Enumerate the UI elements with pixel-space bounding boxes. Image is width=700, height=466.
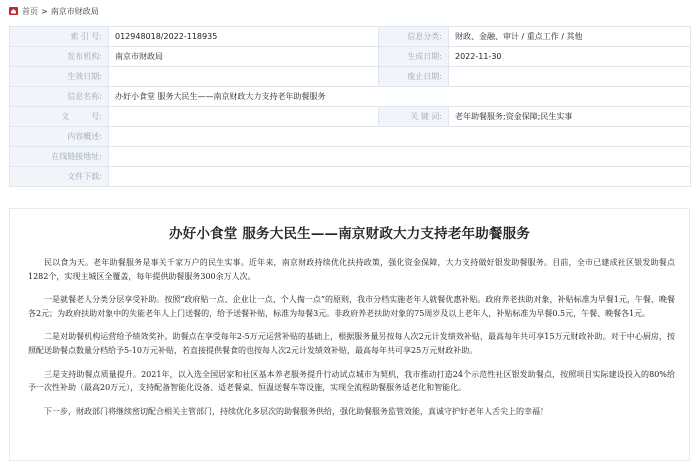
info-name-label: 信息名称:	[10, 87, 109, 107]
summary-label: 内容概述:	[10, 127, 109, 147]
doc-no-label-part-2: 号:	[91, 112, 102, 121]
document-metadata-table	[9, 26, 691, 187]
article-paragraph: 三是支持助餐点质量提升。2021年，以入选全国居家和社区基本养老服务提升行动试点城市为契机，我市推动打造24个示范性社区银发助餐点，按照项目实际建设投入的80%给予一次性补助（最高20万元），支持配备智能化设备、适老餐桌、恒温送餐车等设施，实现全流程助餐服务适老化和智能化。	[28, 369, 675, 393]
meta-row-index	[10, 27, 691, 47]
summary-value	[109, 127, 691, 147]
publisher-label: 发布机构:	[10, 47, 109, 67]
article-paragraph: 二是对助餐机构运营给予绩效奖补。助餐点在享受每年2-5万元运营补贴的基础上，根据服务量另按每人次2元计发绩效补贴，最高每年共可享15万元财政补助。对于中心厨房，按照配送助餐点数量分档给予5-10万元补贴，若直接提供餐食的也按每人次2元计发绩效补贴，最高每年共可享25万元财政补助。	[28, 332, 675, 355]
article-panel	[9, 208, 690, 461]
article-paragraph: 民以食为天。老年助餐服务是事关千家万户的民生实事。近年来，南京财政持续优化扶持政策，强化资金保障，大力支持做好银发助餐服务。目前，全市已建成社区银发助餐点1282个，实现主城区全覆盖，每年提供助餐服务300余万人次。	[28, 258, 675, 281]
repeal-date-label: 废止日期:	[379, 67, 449, 87]
keywords-value: 老年助餐服务;资金保障;民生实事	[449, 107, 691, 127]
category-label: 信息分类:	[379, 27, 449, 47]
category-value: 财政、金融、审计 / 重点工作 / 其他	[449, 27, 691, 47]
doc-no-value	[109, 107, 379, 127]
doc-no-label	[10, 107, 109, 127]
index-no-value: 012948018/2022-118935	[109, 27, 379, 47]
breadcrumb-home-link[interactable]: 首页	[22, 6, 38, 16]
download-label: 文件下载:	[10, 167, 109, 187]
breadcrumb-separator: >	[41, 6, 48, 16]
created-date-label: 生成日期:	[379, 47, 449, 67]
info-name-value: 办好小食堂 服务大民生——南京财政大力支持老年助餐服务	[109, 87, 691, 107]
meta-row-download	[10, 167, 691, 187]
breadcrumb	[9, 4, 99, 18]
keywords-label: 关 键 词:	[379, 107, 449, 127]
effective-date-label: 生效日期:	[10, 67, 109, 87]
index-no-label: 索 引 号:	[10, 27, 109, 47]
meta-row-dates	[10, 67, 691, 87]
article-paragraph: 下一步，财政部门将继续密切配合相关主管部门，持续优化多层次的助餐服务供给，强化助餐服务监管效能，真诚守护好老年人舌尖上的幸福！	[44, 406, 548, 416]
publisher-value: 南京市财政局	[109, 47, 379, 67]
created-date-value: 2022-11-30	[449, 47, 691, 67]
meta-row-online-link	[10, 147, 691, 167]
meta-row-summary	[10, 127, 691, 147]
repeal-date-value	[449, 67, 691, 87]
online-link-label: 在线链接地址:	[10, 147, 109, 167]
online-link-value[interactable]	[109, 147, 691, 167]
meta-row-publisher	[10, 47, 691, 67]
doc-no-label-part-1: 文	[61, 112, 70, 121]
meta-row-doc-no	[10, 107, 691, 127]
article-title: 办好小食堂 服务大民生——南京财政大力支持老年助餐服务	[168, 226, 531, 242]
home-icon	[9, 7, 18, 15]
article-body	[10, 242, 689, 418]
breadcrumb-current-link[interactable]: 南京市财政局	[50, 6, 99, 16]
meta-row-info-name	[10, 87, 691, 107]
download-value[interactable]	[109, 167, 691, 187]
effective-date-value	[109, 67, 379, 87]
article-paragraph: 一是就餐老人分类分层享受补助。按照“政府贴一点、企业让一点、个人掏一点”的原则，我市分档实施老年人就餐优惠补贴。政府养老扶助对象，补贴标准为早餐1元，午餐、晚餐各2元；为政府扶助对象中的失能老年人上门送餐的，给予送餐补贴，标准为每餐3元。非政府养老扶助对象的75周岁及以上老年人，补贴标准为早餐0.5元，午餐、晚餐各1元。	[28, 295, 675, 318]
